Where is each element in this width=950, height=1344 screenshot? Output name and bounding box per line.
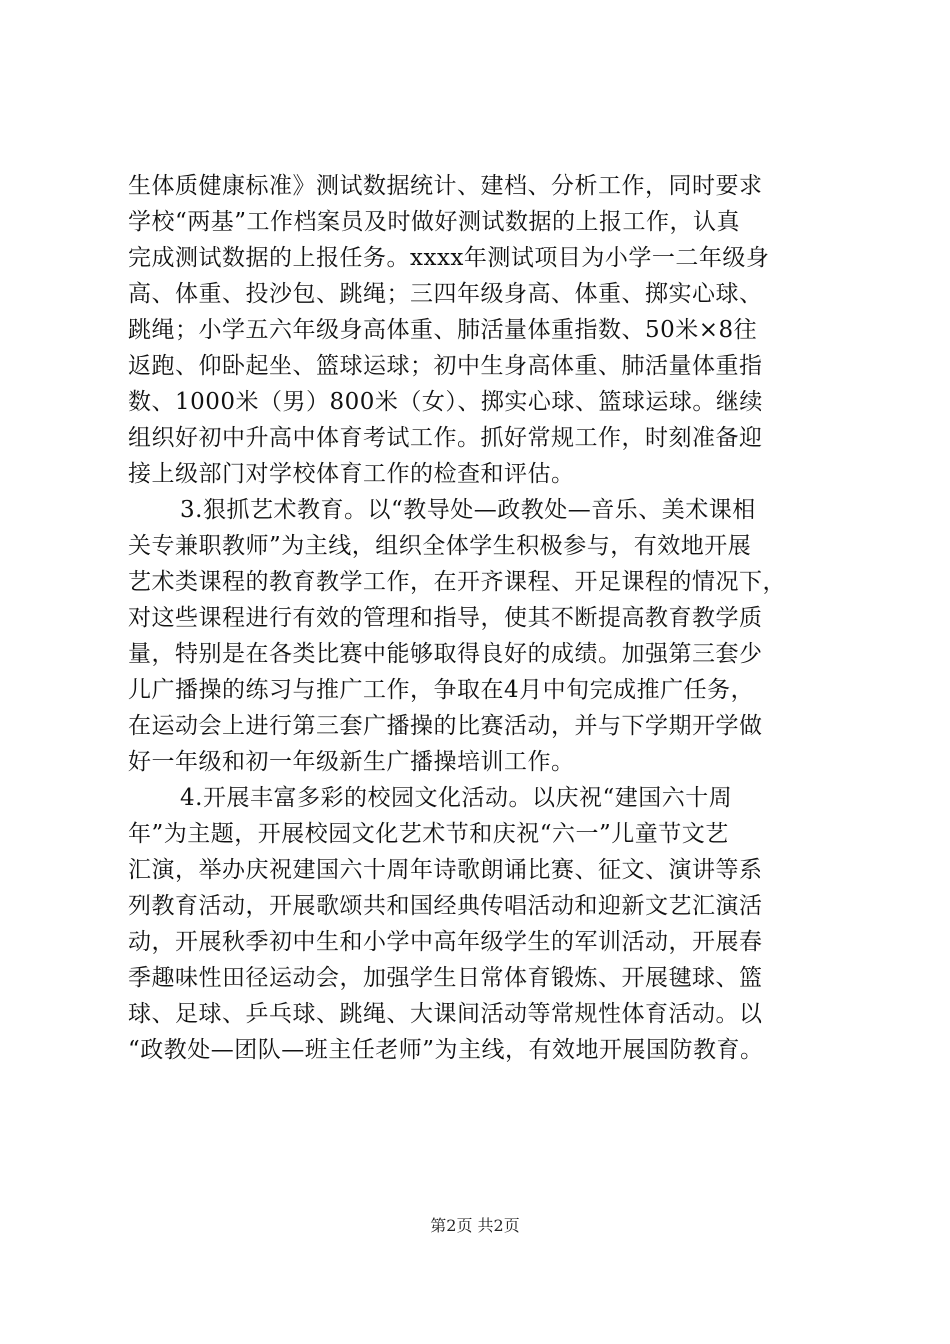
text-line: 返跑、仰卧起坐、篮球运球；初中生身高体重、肺活量体重指 xyxy=(128,353,763,379)
text-line: 动，开展秋季初中生和小学中高年级学生的军训活动，开展春 xyxy=(128,929,763,955)
text-line: 关专兼职教师”为主线，组织全体学生积极参与，有效地开展 xyxy=(128,533,752,559)
text-line: “政教处—团队—班主任老师”为主线，有效地开展国防教育。 xyxy=(128,1037,764,1063)
text-line: 汇演，举办庆祝建国六十周年诗歌朗诵比赛、征文、演讲等系 xyxy=(128,857,763,883)
text-line: 对这些课程进行有效的管理和指导，使其不断提高教育教学质 xyxy=(128,605,763,631)
text-line: 列教育活动，开展歌颂共和国经典传唱活动和迎新文艺汇演活 xyxy=(128,893,763,919)
paragraph-start-line: 4.开展丰富多彩的校园文化活动。以庆祝“建国六十周 xyxy=(180,785,733,811)
text-line: 完成测试数据的上报任务。xxxx年测试项目为小学一二年级身 xyxy=(128,245,770,271)
page-number-footer: 第2页 共2页 xyxy=(430,1216,520,1235)
text-line: 组织好初中升高中体育考试工作。抓好常规工作，时刻准备迎 xyxy=(128,425,763,451)
text-line: 数、1000米（男）800米（女）、掷实心球、篮球运球。继续 xyxy=(128,389,763,415)
text-line: 艺术类课程的教育教学工作，在开齐课程、开足课程的情况下， xyxy=(128,569,786,595)
text-line: 球、足球、乒乓球、跳绳、大课间活动等常规性体育活动。以 xyxy=(128,1001,763,1027)
text-line: 在运动会上进行第三套广播操的比赛活动，并与下学期开学做 xyxy=(128,713,763,739)
text-line: 高、体重、投沙包、跳绳；三四年级身高、体重、掷实心球、 xyxy=(128,281,763,307)
document-body xyxy=(128,168,838,1068)
text-line: 好一年级和初一年级新生广播操培训工作。 xyxy=(128,749,575,775)
text-line: 年”为主题，开展校园文化艺术节和庆祝“六一”儿童节文艺 xyxy=(128,821,729,847)
text-line: 生体质健康标准》测试数据统计、建档、分析工作，同时要求 xyxy=(128,173,763,199)
paragraph-start-line: 3.狠抓艺术教育。以“教导处—政教处—音乐、美术课相 xyxy=(180,497,756,523)
text-line: 接上级部门对学校体育工作的检查和评估。 xyxy=(128,461,575,487)
text-line: 学校“两基”工作档案员及时做好测试数据的上报工作，认真 xyxy=(128,209,741,235)
text-line: 跳绳；小学五六年级身高体重、肺活量体重指数、50米×8往 xyxy=(128,317,758,343)
text-line: 儿广播操的练习与推广工作，争取在4月中旬完成推广任务， xyxy=(128,677,755,703)
text-line: 量，特别是在各类比赛中能够取得良好的成绩。加强第三套少 xyxy=(128,641,763,667)
text-line: 季趣味性田径运动会，加强学生日常体育锻炼、开展毽球、篮 xyxy=(128,965,763,991)
